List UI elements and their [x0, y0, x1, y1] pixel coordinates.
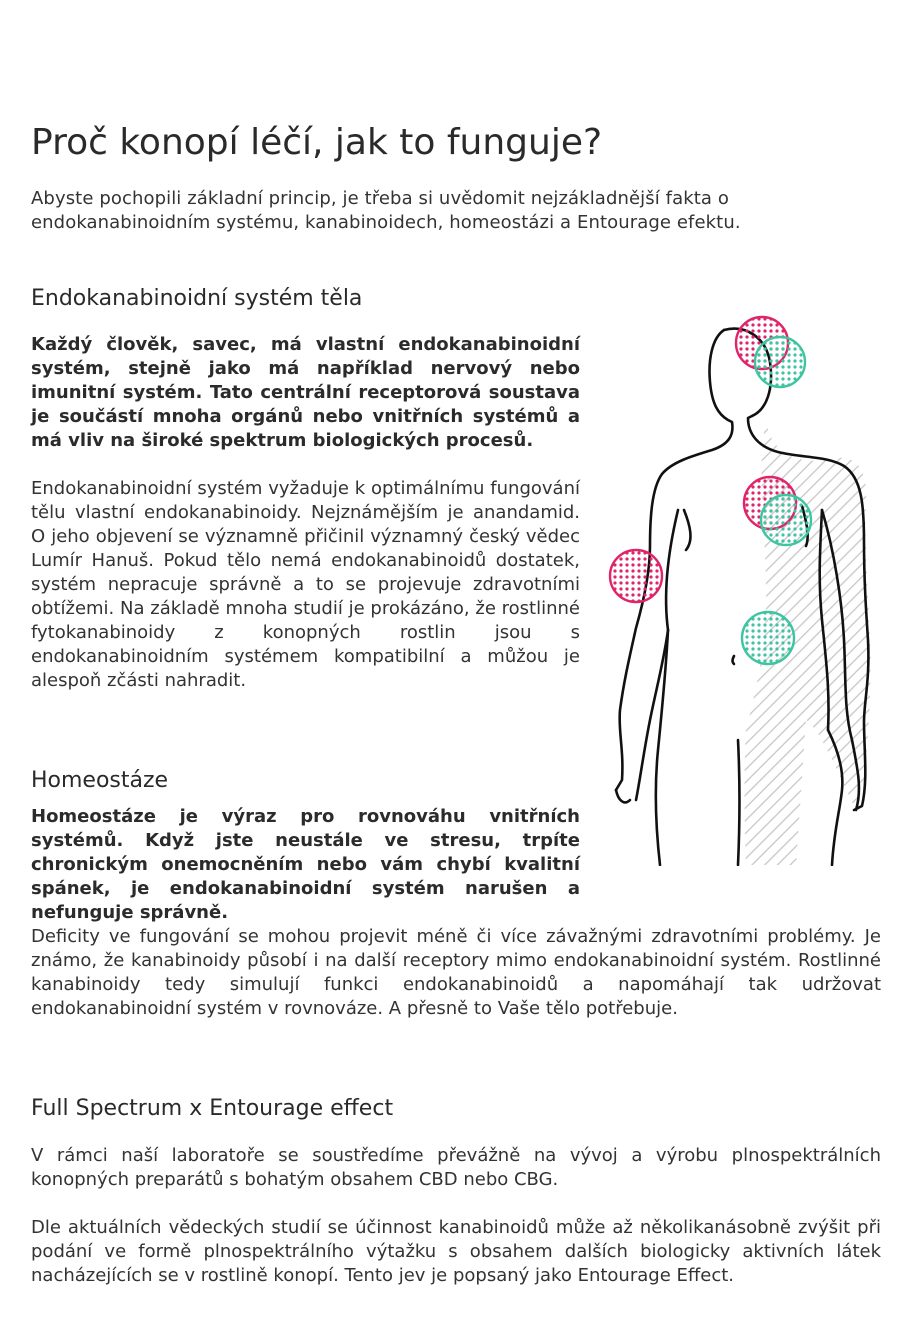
receptor-chest-teal — [761, 495, 811, 545]
entourage-paragraph-2: Dle aktuálních vědeckých studií se účinnost kanabinoidů může až několikanásobně zvýšit při podání ve formě plnospektrálního výtažku s obsahem dalších biologicky aktivních látek nacházejících se v rostlině konopí. Tento jev je popsaný jako Entourage Effect. — [31, 1217, 881, 1286]
ecs-heading: Endokanabinoidní systém těla — [31, 286, 363, 311]
homeostasis-body-paragraph: Deficity ve fungování se mohou projevit méně či více závažnými zdravotními problémy. Je známo, že kanabinoidy působí i na další receptory mimo endokanabinoidní systém. Rostlinné kanabinoidy tedy simulují funkci endokanabinoidů a napomáhají tak udržovat endokanabinoidní systém v rovnováze. A přesně to Vaše tělo potřebuje. — [31, 926, 881, 1019]
intro-paragraph: Abyste pochopili základní princip, je třeba si uvědomit nejzákladnější fakta o endokanabinoidním systému, kanabinoidech, homeostázi a Entourage efektu. — [31, 188, 741, 233]
homeostasis-lead-paragraph: Homeostáze je výraz pro rovnováhu vnitřních systémů. Když jste neustále ve stresu, trpíte chronickým onemocněním nebo vám chybí kvalitní spánek, je endokanabinoidní systém narušen a nefunguje správně. — [31, 806, 580, 923]
ecs-body-paragraph: Endokanabinoidní systém vyžaduje k optimálnímu fungování tělu vlastní endokanabinoidy. Nejznámějším je anandamid. O jeho objevení se významně přičinil významný český vědec Lumír Hanuš. Pokud tělo nemá endokanabinoidů dostatek, systém nepracuje správně a to se projevuje zdravotními obtížemi. Na základě mnoha studií je prokázáno, že rostlinné fytokanabinoidy z konopných rostlin jsou s endokanabinoidním systémem kompatibilní a můžou je alespoň zčásti nahradit. — [31, 478, 580, 691]
receptor-abdomen-teal — [742, 612, 794, 664]
body-illustration — [606, 310, 874, 866]
entourage-paragraph-1: V rámci naší laboratoře se soustředíme převážně na vývoj a výrobu plnospektrálních konopných preparátů s bohatým obsahem CBD nebo CBG. — [31, 1145, 881, 1190]
homeostasis-heading: Homeostáze — [31, 768, 169, 793]
page-title: Proč konopí léčí, jak to funguje? — [31, 122, 603, 163]
receptor-head-teal — [755, 337, 805, 387]
ecs-lead-paragraph: Každý člověk, savec, má vlastní endokanabinoidní systém, stejně jako má například nervový nebo imunitní systém. Tato centrální receptorová soustava je součástí mnoha orgánů nebo vnitřních systémů a má vliv na široké spektrum biologických procesů. — [31, 334, 580, 451]
entourage-heading: Full Spectrum x Entourage effect — [31, 1096, 394, 1121]
receptor-arm-pink — [610, 550, 662, 602]
